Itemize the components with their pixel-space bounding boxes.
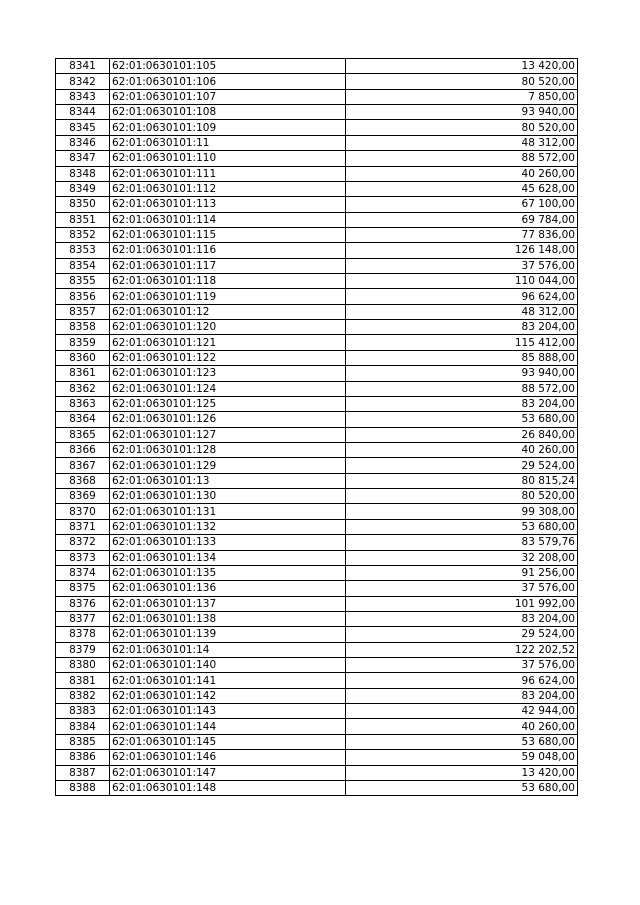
cadastral-number-cell: 62:01:0630101:118	[110, 274, 346, 289]
row-number-cell: 8379	[56, 642, 110, 657]
row-number-cell: 8359	[56, 335, 110, 350]
row-number-cell: 8369	[56, 489, 110, 504]
cadastral-value-cell: 53 680,00	[346, 734, 578, 749]
table-row	[56, 458, 578, 473]
cadastral-value-table	[55, 58, 578, 796]
table-row	[56, 366, 578, 381]
table-row	[56, 535, 578, 550]
cadastral-value-cell: 91 256,00	[346, 565, 578, 580]
table-body	[56, 59, 578, 796]
cadastral-value-cell: 7 850,00	[346, 89, 578, 104]
table-row	[56, 765, 578, 780]
row-number-cell: 8360	[56, 350, 110, 365]
cadastral-value-cell: 40 260,00	[346, 166, 578, 181]
cadastral-number-cell: 62:01:0630101:132	[110, 519, 346, 534]
table-row	[56, 74, 578, 89]
table-row	[56, 734, 578, 749]
cadastral-value-cell: 80 520,00	[346, 120, 578, 135]
row-number-cell: 8374	[56, 565, 110, 580]
cadastral-value-cell: 48 312,00	[346, 135, 578, 150]
table-row	[56, 166, 578, 181]
cadastral-value-cell: 40 260,00	[346, 719, 578, 734]
cadastral-number-cell: 62:01:0630101:105	[110, 59, 346, 74]
row-number-cell: 8344	[56, 105, 110, 120]
cadastral-number-cell: 62:01:0630101:120	[110, 320, 346, 335]
table-row	[56, 396, 578, 411]
table-row	[56, 565, 578, 580]
table-row	[56, 350, 578, 365]
cadastral-value-cell: 40 260,00	[346, 442, 578, 457]
table-row	[56, 135, 578, 150]
row-number-cell: 8386	[56, 750, 110, 765]
row-number-cell: 8384	[56, 719, 110, 734]
cadastral-number-cell: 62:01:0630101:111	[110, 166, 346, 181]
cadastral-number-cell: 62:01:0630101:140	[110, 658, 346, 673]
cadastral-number-cell: 62:01:0630101:122	[110, 350, 346, 365]
cadastral-number-cell: 62:01:0630101:11	[110, 135, 346, 150]
cadastral-value-cell: 80 520,00	[346, 489, 578, 504]
table-row	[56, 658, 578, 673]
table-row	[56, 227, 578, 242]
table-row	[56, 304, 578, 319]
cadastral-value-cell: 53 680,00	[346, 519, 578, 534]
row-number-cell: 8350	[56, 197, 110, 212]
row-number-cell: 8347	[56, 151, 110, 166]
cadastral-value-cell: 93 940,00	[346, 105, 578, 120]
table-row	[56, 412, 578, 427]
row-number-cell: 8355	[56, 274, 110, 289]
cadastral-number-cell: 62:01:0630101:131	[110, 504, 346, 519]
cadastral-value-cell: 96 624,00	[346, 289, 578, 304]
row-number-cell: 8353	[56, 243, 110, 258]
row-number-cell: 8380	[56, 658, 110, 673]
table-row	[56, 611, 578, 626]
cadastral-number-cell: 62:01:0630101:144	[110, 719, 346, 734]
row-number-cell: 8342	[56, 74, 110, 89]
row-number-cell: 8364	[56, 412, 110, 427]
table-row	[56, 258, 578, 273]
cadastral-number-cell: 62:01:0630101:119	[110, 289, 346, 304]
cadastral-value-cell: 93 940,00	[346, 366, 578, 381]
cadastral-value-cell: 83 204,00	[346, 688, 578, 703]
cadastral-value-cell: 53 680,00	[346, 780, 578, 795]
cadastral-number-cell: 62:01:0630101:113	[110, 197, 346, 212]
cadastral-number-cell: 62:01:0630101:107	[110, 89, 346, 104]
cadastral-value-cell: 67 100,00	[346, 197, 578, 212]
cadastral-value-cell: 26 840,00	[346, 427, 578, 442]
cadastral-number-cell: 62:01:0630101:121	[110, 335, 346, 350]
row-number-cell: 8383	[56, 704, 110, 719]
row-number-cell: 8370	[56, 504, 110, 519]
cadastral-number-cell: 62:01:0630101:128	[110, 442, 346, 457]
table-row	[56, 320, 578, 335]
cadastral-value-cell: 110 044,00	[346, 274, 578, 289]
cadastral-number-cell: 62:01:0630101:141	[110, 673, 346, 688]
cadastral-number-cell: 62:01:0630101:127	[110, 427, 346, 442]
table-row	[56, 550, 578, 565]
cadastral-number-cell: 62:01:0630101:130	[110, 489, 346, 504]
table-row	[56, 642, 578, 657]
table-row	[56, 381, 578, 396]
cadastral-value-cell: 83 204,00	[346, 320, 578, 335]
row-number-cell: 8367	[56, 458, 110, 473]
row-number-cell: 8363	[56, 396, 110, 411]
cadastral-number-cell: 62:01:0630101:125	[110, 396, 346, 411]
table-row	[56, 427, 578, 442]
cadastral-value-cell: 99 308,00	[346, 504, 578, 519]
cadastral-value-cell: 83 579,76	[346, 535, 578, 550]
cadastral-number-cell: 62:01:0630101:139	[110, 627, 346, 642]
row-number-cell: 8346	[56, 135, 110, 150]
cadastral-number-cell: 62:01:0630101:134	[110, 550, 346, 565]
table-row	[56, 473, 578, 488]
row-number-cell: 8381	[56, 673, 110, 688]
cadastral-value-cell: 101 992,00	[346, 596, 578, 611]
table-row	[56, 750, 578, 765]
row-number-cell: 8366	[56, 442, 110, 457]
table-row	[56, 673, 578, 688]
cadastral-value-cell: 126 148,00	[346, 243, 578, 258]
table-row	[56, 212, 578, 227]
cadastral-value-cell: 115 412,00	[346, 335, 578, 350]
row-number-cell: 8349	[56, 181, 110, 196]
table-row	[56, 89, 578, 104]
row-number-cell: 8365	[56, 427, 110, 442]
row-number-cell: 8375	[56, 581, 110, 596]
row-number-cell: 8354	[56, 258, 110, 273]
cadastral-value-cell: 88 572,00	[346, 151, 578, 166]
cadastral-value-cell: 59 048,00	[346, 750, 578, 765]
table-row	[56, 489, 578, 504]
table-row	[56, 197, 578, 212]
table-row	[56, 243, 578, 258]
cadastral-value-cell: 122 202,52	[346, 642, 578, 657]
cadastral-number-cell: 62:01:0630101:108	[110, 105, 346, 120]
cadastral-value-cell: 53 680,00	[346, 412, 578, 427]
cadastral-number-cell: 62:01:0630101:135	[110, 565, 346, 580]
cadastral-number-cell: 62:01:0630101:110	[110, 151, 346, 166]
table-row	[56, 274, 578, 289]
cadastral-value-cell: 32 208,00	[346, 550, 578, 565]
table-row	[56, 289, 578, 304]
row-number-cell: 8351	[56, 212, 110, 227]
cadastral-value-cell: 88 572,00	[346, 381, 578, 396]
document-page	[55, 58, 577, 796]
row-number-cell: 8352	[56, 227, 110, 242]
cadastral-number-cell: 62:01:0630101:145	[110, 734, 346, 749]
cadastral-number-cell: 62:01:0630101:126	[110, 412, 346, 427]
table-row	[56, 780, 578, 795]
table-row	[56, 105, 578, 120]
table-row	[56, 596, 578, 611]
cadastral-value-cell: 13 420,00	[346, 59, 578, 74]
cadastral-value-cell: 37 576,00	[346, 581, 578, 596]
row-number-cell: 8341	[56, 59, 110, 74]
cadastral-value-cell: 69 784,00	[346, 212, 578, 227]
table-row	[56, 181, 578, 196]
row-number-cell: 8373	[56, 550, 110, 565]
row-number-cell: 8371	[56, 519, 110, 534]
row-number-cell: 8343	[56, 89, 110, 104]
cadastral-number-cell: 62:01:0630101:109	[110, 120, 346, 135]
cadastral-number-cell: 62:01:0630101:136	[110, 581, 346, 596]
cadastral-value-cell: 29 524,00	[346, 458, 578, 473]
row-number-cell: 8356	[56, 289, 110, 304]
cadastral-number-cell: 62:01:0630101:142	[110, 688, 346, 703]
cadastral-number-cell: 62:01:0630101:13	[110, 473, 346, 488]
cadastral-number-cell: 62:01:0630101:146	[110, 750, 346, 765]
table-row	[56, 719, 578, 734]
cadastral-number-cell: 62:01:0630101:148	[110, 780, 346, 795]
cadastral-number-cell: 62:01:0630101:116	[110, 243, 346, 258]
row-number-cell: 8387	[56, 765, 110, 780]
table-row	[56, 151, 578, 166]
cadastral-value-cell: 85 888,00	[346, 350, 578, 365]
cadastral-value-cell: 48 312,00	[346, 304, 578, 319]
table-row	[56, 504, 578, 519]
cadastral-number-cell: 62:01:0630101:114	[110, 212, 346, 227]
row-number-cell: 8362	[56, 381, 110, 396]
table-row	[56, 581, 578, 596]
cadastral-number-cell: 62:01:0630101:117	[110, 258, 346, 273]
cadastral-value-cell: 37 576,00	[346, 658, 578, 673]
cadastral-value-cell: 83 204,00	[346, 396, 578, 411]
row-number-cell: 8376	[56, 596, 110, 611]
cadastral-number-cell: 62:01:0630101:123	[110, 366, 346, 381]
row-number-cell: 8372	[56, 535, 110, 550]
table-row	[56, 688, 578, 703]
row-number-cell: 8388	[56, 780, 110, 795]
table-row	[56, 335, 578, 350]
cadastral-value-cell: 80 815,24	[346, 473, 578, 488]
row-number-cell: 8368	[56, 473, 110, 488]
row-number-cell: 8361	[56, 366, 110, 381]
cadastral-number-cell: 62:01:0630101:133	[110, 535, 346, 550]
cadastral-value-cell: 37 576,00	[346, 258, 578, 273]
cadastral-value-cell: 29 524,00	[346, 627, 578, 642]
table-row	[56, 627, 578, 642]
cadastral-value-cell: 96 624,00	[346, 673, 578, 688]
cadastral-number-cell: 62:01:0630101:112	[110, 181, 346, 196]
cadastral-number-cell: 62:01:0630101:137	[110, 596, 346, 611]
cadastral-number-cell: 62:01:0630101:14	[110, 642, 346, 657]
cadastral-value-cell: 45 628,00	[346, 181, 578, 196]
table-row	[56, 120, 578, 135]
cadastral-number-cell: 62:01:0630101:143	[110, 704, 346, 719]
row-number-cell: 8358	[56, 320, 110, 335]
row-number-cell: 8345	[56, 120, 110, 135]
cadastral-number-cell: 62:01:0630101:115	[110, 227, 346, 242]
cadastral-value-cell: 80 520,00	[346, 74, 578, 89]
cadastral-number-cell: 62:01:0630101:12	[110, 304, 346, 319]
table-row	[56, 59, 578, 74]
row-number-cell: 8382	[56, 688, 110, 703]
row-number-cell: 8377	[56, 611, 110, 626]
cadastral-number-cell: 62:01:0630101:147	[110, 765, 346, 780]
cadastral-value-cell: 42 944,00	[346, 704, 578, 719]
cadastral-number-cell: 62:01:0630101:124	[110, 381, 346, 396]
cadastral-value-cell: 83 204,00	[346, 611, 578, 626]
cadastral-number-cell: 62:01:0630101:106	[110, 74, 346, 89]
row-number-cell: 8348	[56, 166, 110, 181]
table-row	[56, 704, 578, 719]
cadastral-number-cell: 62:01:0630101:129	[110, 458, 346, 473]
cadastral-value-cell: 13 420,00	[346, 765, 578, 780]
table-row	[56, 442, 578, 457]
row-number-cell: 8378	[56, 627, 110, 642]
cadastral-number-cell: 62:01:0630101:138	[110, 611, 346, 626]
row-number-cell: 8385	[56, 734, 110, 749]
row-number-cell: 8357	[56, 304, 110, 319]
table-row	[56, 519, 578, 534]
cadastral-value-cell: 77 836,00	[346, 227, 578, 242]
